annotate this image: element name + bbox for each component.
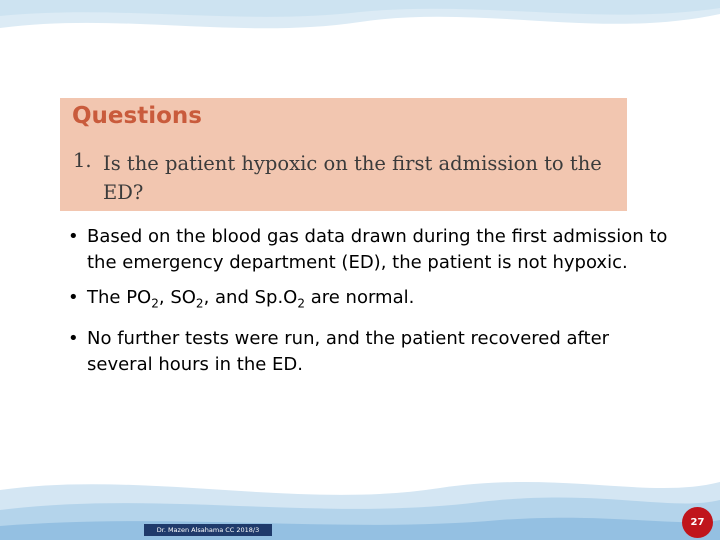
question-number: 1. (73, 149, 92, 172)
top-wave-decoration (0, 0, 720, 60)
questions-heading: Questions (72, 103, 202, 129)
page-number-badge: 27 (682, 507, 713, 538)
question-text: Is the patient hypoxic on the first admission to the ED? (103, 152, 602, 204)
question-box (60, 98, 627, 211)
bullet-dot-icon: • (68, 226, 79, 247)
footer-label: Dr. Mazen Alsahama CC 2018/3 (144, 524, 272, 536)
bullet-text: Based on the blood gas data drawn during the first admission to the emergency department (ED), the patient is not hypoxic. (87, 226, 668, 273)
bottom-wave-decoration (0, 460, 720, 540)
bullet-text: The $PO_2$, $SO_2$, and $Sp.O_2$ are normal. (87, 287, 415, 311)
bullet-item (68, 224, 668, 276)
bullet-list (68, 224, 668, 387)
bullet-dot-icon: • (68, 287, 79, 308)
bullet-dot-icon: • (68, 327, 79, 349)
bullet-item (68, 326, 668, 378)
bullet-text: No further tests were run, and the patient recovered after several hours in the ED. (87, 327, 610, 375)
bullet-item (68, 285, 668, 317)
